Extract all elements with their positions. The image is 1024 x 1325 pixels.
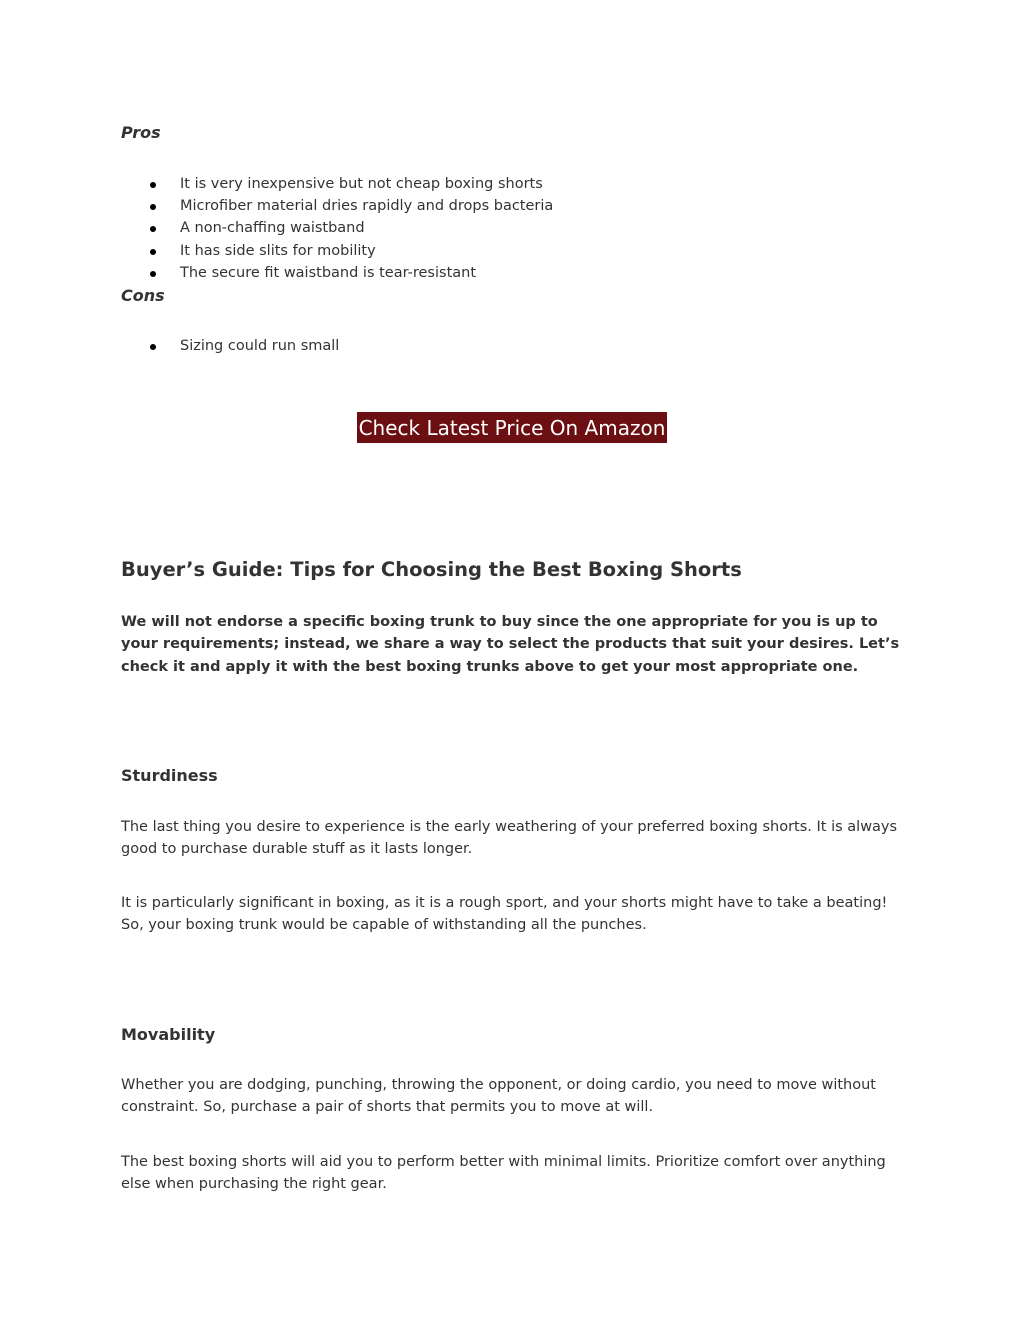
bullet-icon bbox=[150, 182, 156, 188]
sturdiness-paragraph-2: It is particularly significant in boxing, as it is a rough sport, and your shorts might have to take a beating! So, your boxing trunk would be capable of withstanding all the punches. bbox=[121, 895, 888, 934]
bullet-icon bbox=[150, 249, 156, 255]
pros-heading: Pros bbox=[121, 123, 161, 142]
pros-list bbox=[121, 173, 901, 284]
bullet-icon bbox=[150, 344, 156, 350]
buyers-guide-intro: We will not endorse a specific boxing trunk to buy since the one appropriate for you is up to your requirements; instead, we share a way to select the products that suit your desires. Let’s check it and apply it with the best boxing trunks above to get your most appropriate one. bbox=[121, 614, 900, 675]
movability-paragraph-1: Whether you are dodging, punching, throwing the opponent, or doing cardio, you need to move without constraint. So, purchase a pair of shorts that permits you to move at will. bbox=[121, 1077, 876, 1116]
bullet-icon bbox=[150, 204, 156, 210]
movability-heading: Movability bbox=[121, 1025, 216, 1044]
bullet-icon bbox=[150, 226, 156, 232]
sturdiness-paragraph-1: The last thing you desire to experience is the early weathering of your preferred boxing shorts. It is always good to purchase durable stuff as it lasts longer. bbox=[121, 819, 898, 858]
list-item: The secure fit waistband is tear-resistant bbox=[121, 262, 901, 284]
cons-heading: Cons bbox=[121, 286, 165, 305]
cta-container bbox=[121, 412, 903, 443]
list-item: It is very inexpensive but not cheap boxing shorts bbox=[121, 173, 901, 195]
check-price-button[interactable]: Check Latest Price On Amazon bbox=[357, 412, 668, 443]
list-item: It has side slits for mobility bbox=[121, 240, 901, 262]
list-item: Microfiber material dries rapidly and drops bacteria bbox=[121, 195, 901, 217]
list-item: Sizing could run small bbox=[121, 335, 901, 357]
movability-paragraph-2: The best boxing shorts will aid you to perform better with minimal limits. Prioritize comfort over anything else when purchasing the right gear. bbox=[121, 1154, 886, 1193]
buyers-guide-title: Buyer’s Guide: Tips for Choosing the Best Boxing Shorts bbox=[121, 558, 742, 581]
list-item: A non-chaffing waistband bbox=[121, 217, 901, 239]
sturdiness-heading: Sturdiness bbox=[121, 766, 218, 785]
bullet-icon bbox=[150, 271, 156, 277]
cons-list bbox=[121, 335, 901, 357]
